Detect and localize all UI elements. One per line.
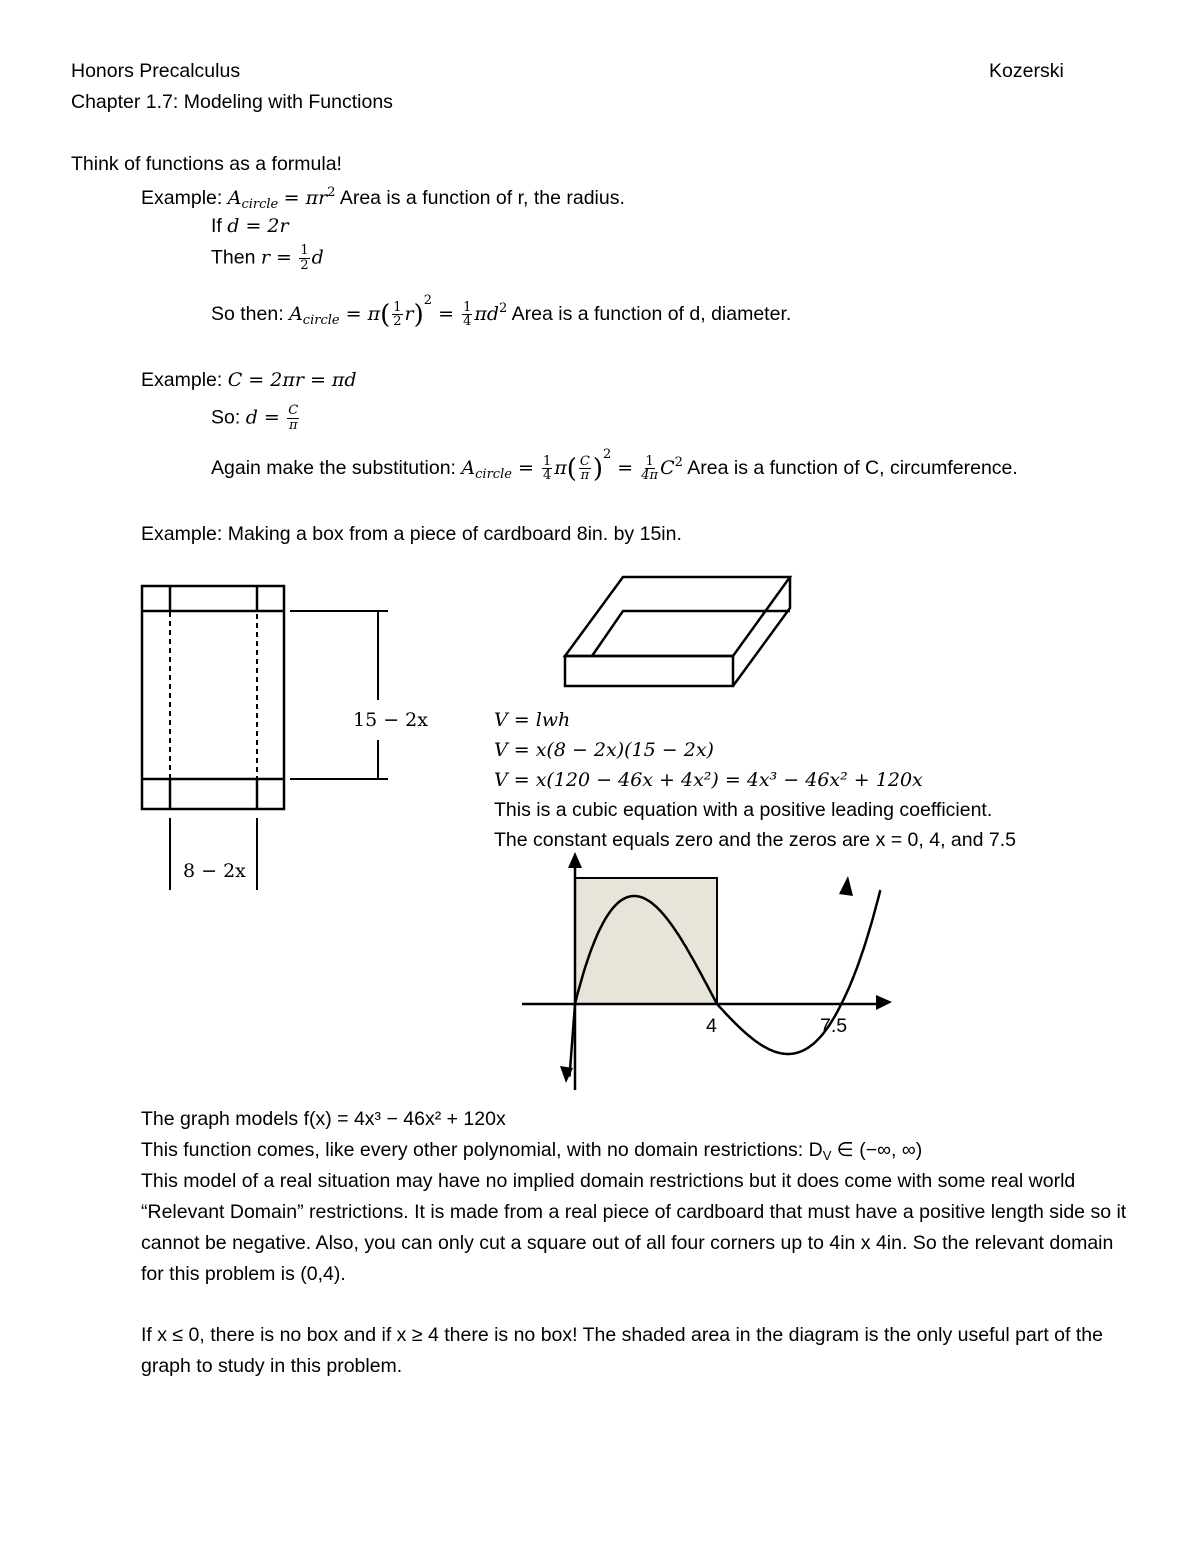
so-then-caption: Area is a function of d, diameter. [511, 303, 792, 325]
course-title: Honors Precalculus [71, 60, 241, 82]
area-subscript: circle [241, 197, 279, 212]
area-exponent: 2 [327, 185, 336, 200]
volume-eq1: V = lwh [494, 709, 571, 731]
height-label: 15 − 2x [353, 709, 428, 731]
example1-caption: Area is a function of r, the radius. [339, 187, 625, 209]
open-box [565, 577, 790, 686]
cardboard-net [142, 586, 388, 890]
volume-eq2: V = x(8 − 2x)(15 − 2x) [494, 739, 714, 761]
then-var: d [311, 246, 324, 269]
curve-arrow-top [839, 876, 853, 896]
substitution-line: Again make the substitution: $A_{circle}$ = $\frac{1}{4}$ π( $\frac{C}{\pi}$ )$^2$ = $\frac{1}{4\pi}$ $C^2$ Area is a function of C, circumference. [211, 447, 1018, 484]
author-name: Kozerski [989, 60, 1064, 82]
then-math: r = [260, 246, 292, 269]
relevant-domain-shade [575, 878, 717, 1004]
x-axis-arrow [876, 995, 892, 1010]
then-text: Then [211, 246, 256, 269]
cubic-note: This is a cubic equation with a positive leading coefficient. [494, 799, 993, 821]
so-text: So: [211, 406, 241, 429]
c-over-pi-fraction: $\frac{C}{\pi}$ [288, 403, 299, 433]
area-symbol: A [227, 187, 242, 209]
half-fraction: $\frac{1}{2}$ [300, 243, 309, 273]
conclusion-paragraph: If x ≤ 0, there is no box and if x ≥ 4 there is no box! The shaded area in the diagram is the only useful part of the graph to study in this problem. [141, 1324, 1103, 1377]
domain-line: This function comes, like every other polynomial, with no domain restrictions: $D_V$ ∈ (−∞, ∞) [141, 1139, 923, 1163]
example2-label: Example: [141, 369, 223, 391]
example3-title: Example: Making a box from a piece of cardboard 8in. by 15in. [141, 523, 682, 545]
so-then-line: So then: $A_{circle} = \pi$( $\frac{1}{2}$ r)$^2$ = $\frac{1}{4}$ $\pi d^2$ Area is a function of d, diameter. [211, 293, 792, 330]
zeros-note: The constant equals zero and the zeros are x = 0, 4, and 7.5 [494, 829, 1016, 851]
y-axis-arrow [568, 852, 582, 868]
curve-arrow-bottom [560, 1066, 573, 1083]
if-math: d = 2r [227, 215, 289, 237]
relevant-domain-paragraph: This model of a real situation may have no implied domain restrictions but it does come with some real world “Relevant Domain” restrictions. It is made from a real piece of cardboard that must have a positive length side so it cannot be negative. Also, you can only cut a square out of all four corners up to 4in x 4in. So the relevant domain for this problem is (0,4). [141, 1170, 1127, 1285]
zero-label-4: 4 [706, 1015, 717, 1037]
graph-model-line: The graph models f(x) = 4x³ − 46x² + 120x [141, 1108, 506, 1130]
intro-text: Think of functions as a formula! [71, 153, 342, 175]
substitution-text: Again make the substitution: [211, 457, 456, 479]
chapter-title: Chapter 1.7: Modeling with Functions [71, 91, 393, 113]
zero-label-7-5: 7.5 [820, 1015, 848, 1037]
fold-lines [170, 611, 257, 779]
circumference-formula: C = 2πr = πd [227, 369, 357, 391]
example1-label: Example: [141, 187, 223, 209]
volume-eq3: V = x(120 − 46x + 4x²) = 4x³ − 46x² + 120x [494, 769, 923, 791]
substitution-caption: Area is a function of C, circumference. [687, 457, 1018, 479]
area-formula: = πr [283, 187, 328, 209]
so-math: d = [245, 406, 280, 429]
so-then-text: So then: [211, 303, 284, 325]
cubic-graph [522, 852, 892, 1090]
cardboard-outline [142, 586, 284, 809]
width-label: 8 − 2x [183, 860, 246, 882]
if-text: If [211, 215, 222, 237]
